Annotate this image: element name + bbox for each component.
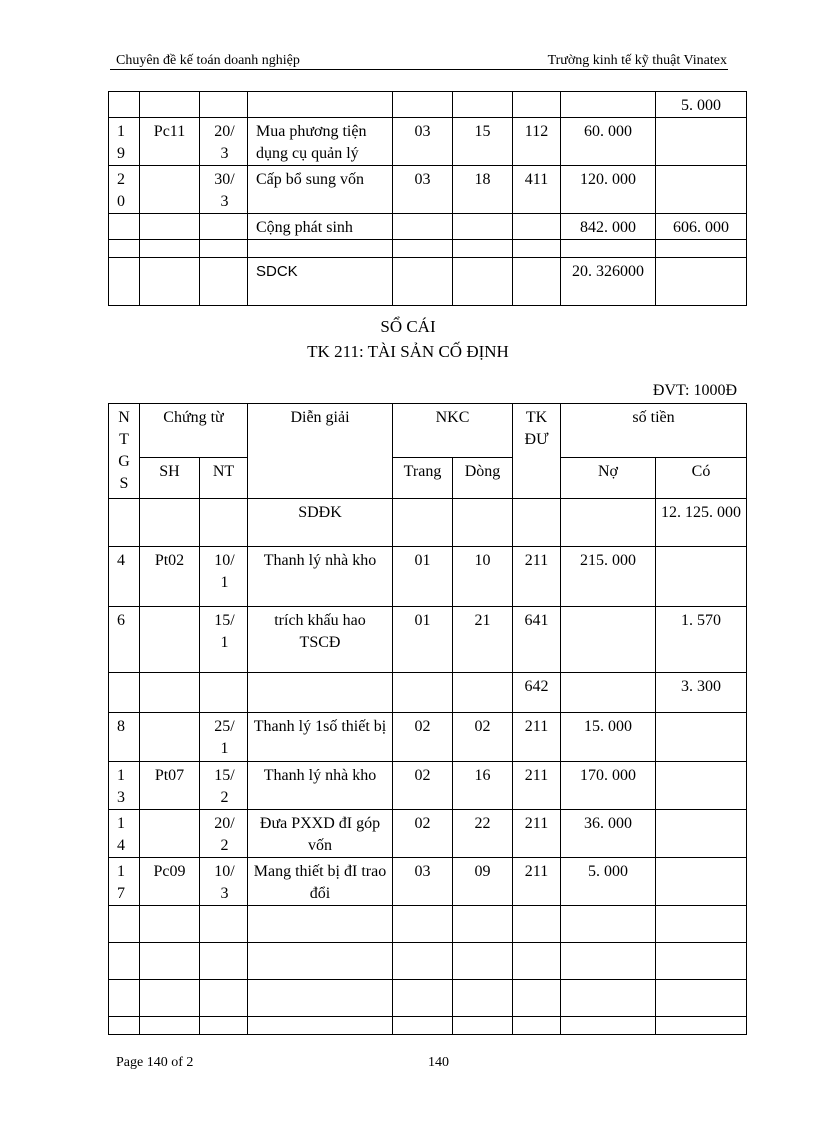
previous-ledger-table: [108, 91, 747, 306]
cell-dien-giai: [248, 980, 393, 1017]
cell-sh: Pc09: [140, 858, 200, 906]
cell-nt: [200, 673, 248, 713]
cell-trang: [393, 1017, 453, 1035]
cell-dong: [453, 980, 513, 1017]
ledger-title: SỔ CÁI: [380, 317, 436, 336]
cell-dong: [453, 258, 513, 306]
cell-dong: 18: [453, 166, 513, 214]
header-rule: [110, 69, 728, 70]
cell-co: 5. 000: [656, 92, 747, 118]
table-row: [109, 92, 747, 118]
cell-co: [656, 547, 747, 607]
header-row-2: [109, 458, 747, 499]
cell-tk-du: [513, 92, 561, 118]
cell-co: [656, 118, 747, 166]
header-sh: SH: [140, 458, 200, 499]
cell-dong: [453, 214, 513, 240]
header-dien-giai: Diễn giải: [248, 404, 393, 499]
cell-co: [656, 713, 747, 762]
table-row: [109, 810, 747, 858]
cell-dien-giai: Cộng phát sinh: [248, 214, 393, 240]
cell-no: 36. 000: [561, 810, 656, 858]
table-row: [109, 118, 747, 166]
table-row: [109, 858, 747, 906]
cell-no: 20. 326000: [561, 258, 656, 306]
cell-dong: [453, 240, 513, 258]
cell-trang: [393, 906, 453, 943]
cell-co: [656, 1017, 747, 1035]
cell-nt: [200, 906, 248, 943]
cell-dong: 02: [453, 713, 513, 762]
cell-trang: [393, 499, 453, 547]
cell-trang: [393, 673, 453, 713]
cell-sh: Pc11: [140, 118, 200, 166]
cell-no: 60. 000: [561, 118, 656, 166]
cell-sh: [140, 673, 200, 713]
cell-tk-du: 411: [513, 166, 561, 214]
header-ntgs: N T G S: [109, 404, 140, 499]
footer-page-label: Page 140 of 2: [116, 1055, 194, 1070]
cell-ntgs: [109, 943, 140, 980]
cell-dien-giai: [248, 1017, 393, 1035]
table-row: [109, 762, 747, 810]
cell-trang: [393, 258, 453, 306]
cell-dien-giai: Cấp bổ sung vốn: [248, 166, 393, 214]
cell-nt: [200, 92, 248, 118]
cell-ntgs: [109, 1017, 140, 1035]
cell-nt: 30/ 3: [200, 166, 248, 214]
cell-ntgs: [109, 92, 140, 118]
cell-ntgs: 1 9: [109, 118, 140, 166]
cell-dien-giai: SDĐK: [248, 499, 393, 547]
cell-dong: [453, 1017, 513, 1035]
footer-page-number: 140: [428, 1055, 449, 1070]
cell-sh: [140, 240, 200, 258]
table-row: [109, 607, 747, 673]
cell-no: 15. 000: [561, 713, 656, 762]
cell-ntgs: 1 7: [109, 858, 140, 906]
cell-sh: [140, 92, 200, 118]
cell-no: [561, 673, 656, 713]
cell-no: [561, 1017, 656, 1035]
cell-tk-du: 211: [513, 547, 561, 607]
cell-sh: [140, 607, 200, 673]
cell-tk-du: 211: [513, 858, 561, 906]
cell-co: 606. 000: [656, 214, 747, 240]
cell-dong: [453, 92, 513, 118]
cell-sh: [140, 499, 200, 547]
cell-trang: 02: [393, 810, 453, 858]
cell-co: [656, 906, 747, 943]
cell-tk-du: [513, 943, 561, 980]
cell-tk-du: [513, 980, 561, 1017]
cell-nt: [200, 980, 248, 1017]
cell-dong: 09: [453, 858, 513, 906]
table-row: [109, 980, 747, 1017]
cell-dien-giai: Đưa PXXD đI góp vốn: [248, 810, 393, 858]
cell-trang: [393, 92, 453, 118]
header-so-tien: số tiền: [561, 404, 747, 458]
header-tk-du: TK ĐƯ: [513, 404, 561, 499]
cell-dien-giai: trích khấu hao TSCĐ: [248, 607, 393, 673]
cell-co: 3. 300: [656, 673, 747, 713]
cell-ntgs: 1 4: [109, 810, 140, 858]
cell-dong: [453, 673, 513, 713]
cell-ntgs: 4: [109, 547, 140, 607]
cell-nt: 20/ 2: [200, 810, 248, 858]
cell-nt: 15/ 1: [200, 607, 248, 673]
running-header-left: Chuyên đề kế toán doanh nghiệp: [116, 53, 300, 68]
cell-nt: [200, 240, 248, 258]
table-row: [109, 673, 747, 713]
running-header-right: Trường kinh tế kỹ thuật Vinatex: [547, 53, 727, 68]
cell-trang: [393, 214, 453, 240]
table-row: [109, 499, 747, 547]
cell-dien-giai: Thanh lý nhà kho: [248, 762, 393, 810]
cell-tk-du: [513, 240, 561, 258]
cell-dong: [453, 943, 513, 980]
cell-no: [561, 92, 656, 118]
cell-tk-du: 641: [513, 607, 561, 673]
cell-co: [656, 258, 747, 306]
cell-no: [561, 943, 656, 980]
cell-no: [561, 240, 656, 258]
cell-ntgs: [109, 906, 140, 943]
table-row: [109, 713, 747, 762]
cell-ntgs: [109, 214, 140, 240]
header-trang: Trang: [393, 458, 453, 499]
header-no: Nợ: [561, 458, 656, 499]
cell-co: [656, 810, 747, 858]
cell-ntgs: [109, 499, 140, 547]
cell-sh: Pt02: [140, 547, 200, 607]
cell-nt: 15/ 2: [200, 762, 248, 810]
fixed-asset-ledger-table: [108, 403, 747, 1035]
cell-tk-du: [513, 258, 561, 306]
cell-co: [656, 943, 747, 980]
header-nt: NT: [200, 458, 248, 499]
cell-nt: [200, 258, 248, 306]
cell-trang: 02: [393, 762, 453, 810]
cell-dien-giai: Mua phương tiện dụng cụ quản lý: [248, 118, 393, 166]
cell-nt: 10/ 1: [200, 547, 248, 607]
cell-ntgs: [109, 980, 140, 1017]
cell-tk-du: [513, 1017, 561, 1035]
cell-tk-du: [513, 906, 561, 943]
table-row: [109, 906, 747, 943]
cell-dong: 15: [453, 118, 513, 166]
cell-trang: [393, 980, 453, 1017]
cell-no: 215. 000: [561, 547, 656, 607]
cell-no: [561, 906, 656, 943]
table-row: [109, 240, 747, 258]
cell-dien-giai: [248, 240, 393, 258]
cell-dien-giai: [248, 673, 393, 713]
cell-no: 120. 000: [561, 166, 656, 214]
cell-dien-giai: Thanh lý 1số thiết bị: [248, 713, 393, 762]
cell-sh: [140, 214, 200, 240]
cell-trang: 03: [393, 118, 453, 166]
cell-sh: [140, 980, 200, 1017]
cell-dien-giai: [248, 92, 393, 118]
cell-no: 842. 000: [561, 214, 656, 240]
cell-nt: 10/ 3: [200, 858, 248, 906]
unit-label: ĐVT: 1000Đ: [652, 382, 737, 399]
cell-sh: [140, 713, 200, 762]
table-row: [109, 943, 747, 980]
cell-dien-giai: Thanh lý nhà kho: [248, 547, 393, 607]
cell-co: [656, 166, 747, 214]
cell-ntgs: 8: [109, 713, 140, 762]
cell-tk-du: [513, 499, 561, 547]
cell-dien-giai: [248, 906, 393, 943]
cell-nt: [200, 499, 248, 547]
cell-no: 5. 000: [561, 858, 656, 906]
cell-tk-du: [513, 214, 561, 240]
table-row: [109, 166, 747, 214]
table-row: [109, 214, 747, 240]
header-dong: Dòng: [453, 458, 513, 499]
cell-trang: 02: [393, 713, 453, 762]
cell-sh: [140, 943, 200, 980]
cell-ntgs: [109, 673, 140, 713]
table-row: [109, 1017, 747, 1035]
header-nkc: NKC: [393, 404, 513, 458]
cell-tk-du: 211: [513, 713, 561, 762]
cell-dien-giai: [248, 943, 393, 980]
cell-dong: [453, 499, 513, 547]
cell-trang: [393, 240, 453, 258]
cell-dien-giai: Mang thiết bị đI trao đổi: [248, 858, 393, 906]
cell-trang: [393, 943, 453, 980]
cell-trang: 01: [393, 547, 453, 607]
cell-nt: 20/ 3: [200, 118, 248, 166]
cell-nt: 25/ 1: [200, 713, 248, 762]
cell-co: 1. 570: [656, 607, 747, 673]
cell-co: 12. 125. 000: [656, 499, 747, 547]
header-co: Có: [656, 458, 747, 499]
cell-no: [561, 499, 656, 547]
cell-ntgs: [109, 258, 140, 306]
table-row: [109, 547, 747, 607]
cell-no: [561, 980, 656, 1017]
cell-ntgs: 6: [109, 607, 140, 673]
cell-nt: [200, 943, 248, 980]
cell-sh: [140, 258, 200, 306]
table-row: [109, 258, 747, 306]
cell-ntgs: [109, 240, 140, 258]
cell-sh: [140, 810, 200, 858]
cell-no: [561, 607, 656, 673]
cell-tk-du: 211: [513, 762, 561, 810]
cell-sh: [140, 906, 200, 943]
cell-tk-du: 211: [513, 810, 561, 858]
cell-sh: Pt07: [140, 762, 200, 810]
cell-ntgs: 2 0: [109, 166, 140, 214]
cell-dong: 10: [453, 547, 513, 607]
cell-dong: 21: [453, 607, 513, 673]
cell-co: [656, 240, 747, 258]
cell-co: [656, 762, 747, 810]
cell-tk-du: 642: [513, 673, 561, 713]
header-row-1: [109, 404, 747, 458]
cell-co: [656, 858, 747, 906]
cell-trang: 01: [393, 607, 453, 673]
header-chung-tu: Chứng từ: [140, 404, 248, 458]
cell-tk-du: 112: [513, 118, 561, 166]
cell-ntgs: 1 3: [109, 762, 140, 810]
cell-sh: [140, 166, 200, 214]
cell-trang: 03: [393, 858, 453, 906]
cell-dong: [453, 906, 513, 943]
cell-dien-giai: SDCK: [248, 258, 393, 306]
ledger-account-title: TK 211: TÀI SẢN CỐ ĐỊNH: [307, 342, 509, 361]
cell-dong: 16: [453, 762, 513, 810]
cell-dong: 22: [453, 810, 513, 858]
cell-sh: [140, 1017, 200, 1035]
cell-co: [656, 980, 747, 1017]
cell-no: 170. 000: [561, 762, 656, 810]
cell-nt: [200, 1017, 248, 1035]
cell-nt: [200, 214, 248, 240]
cell-trang: 03: [393, 166, 453, 214]
